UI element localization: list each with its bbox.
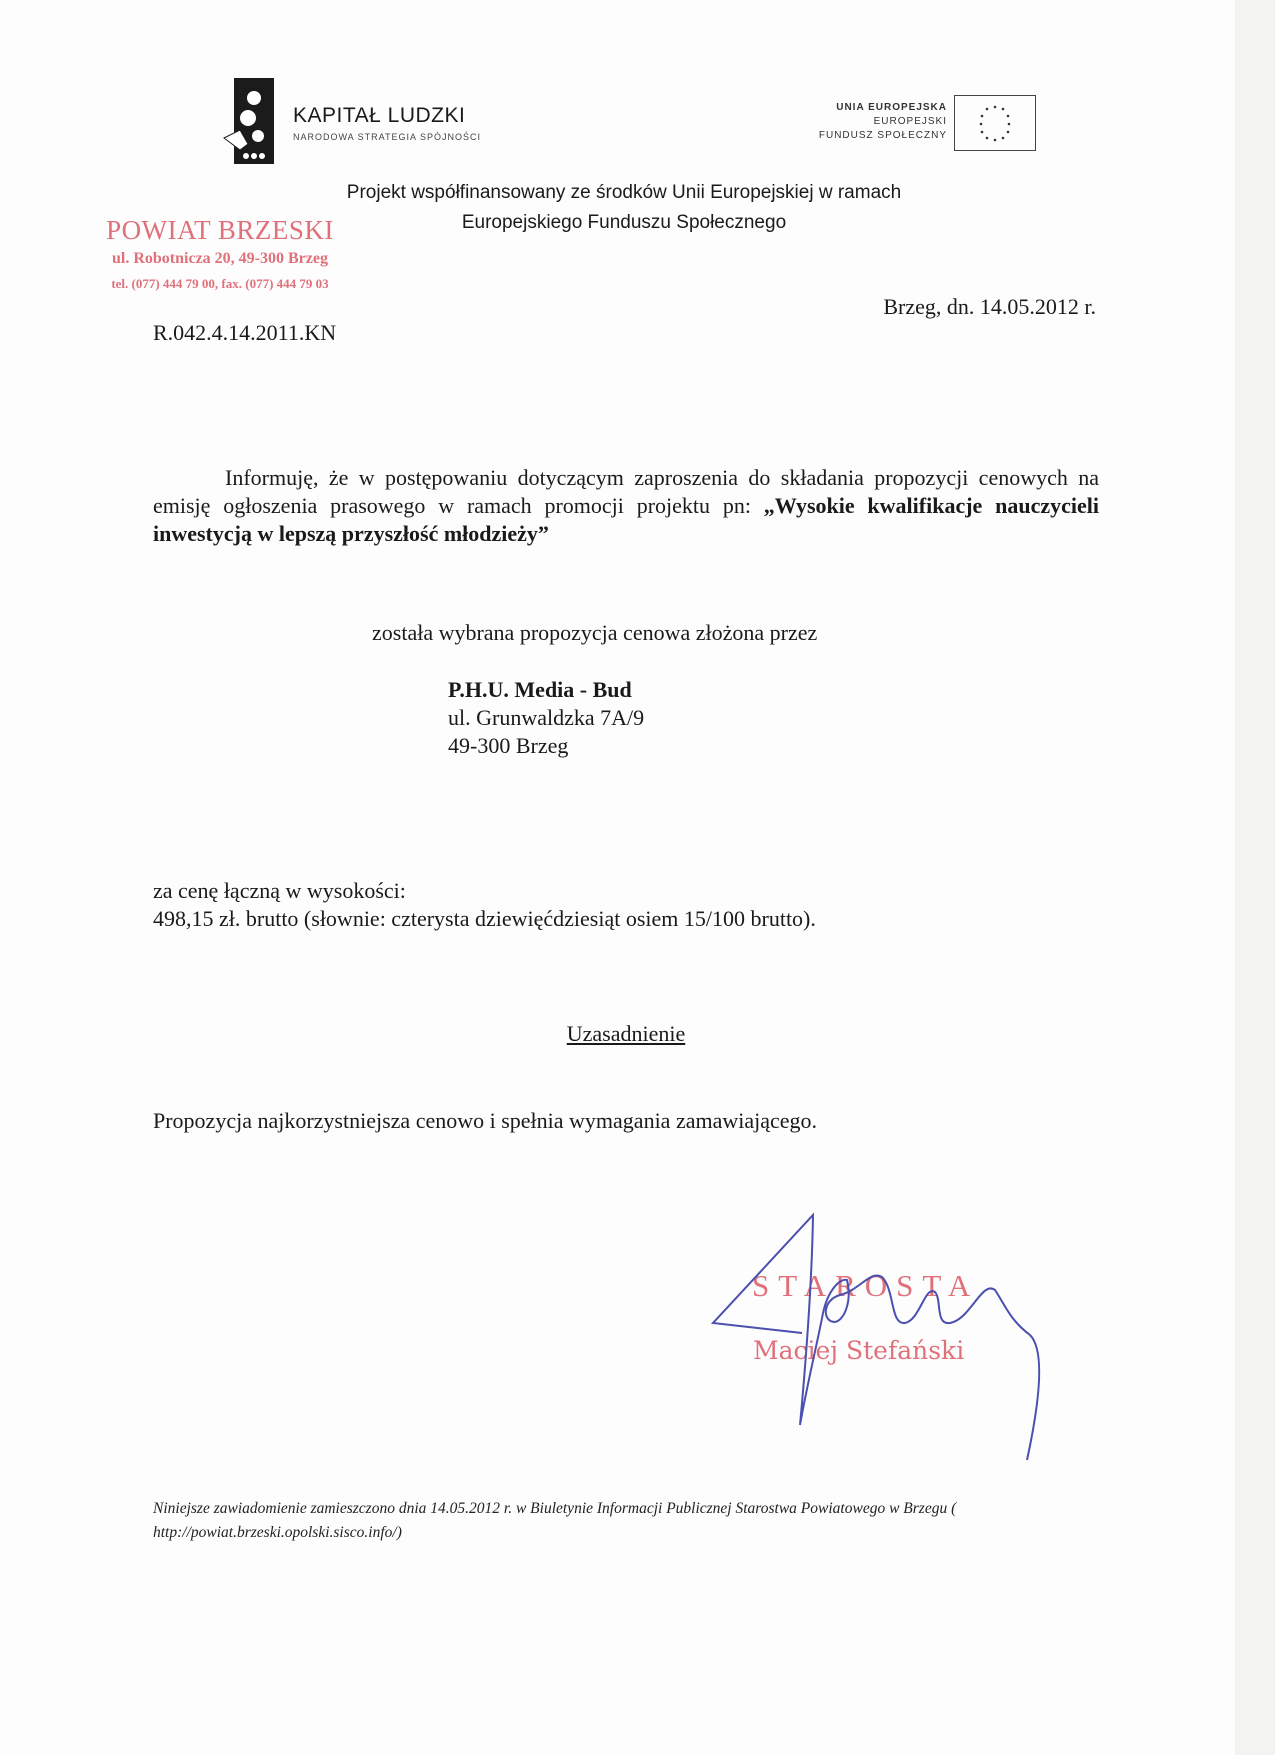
intro-text: Informuję, że w postępowaniu dotyczącym zaproszenia do składania propozycji cenowych na emisję ogłoszenia prasowego w ramach promocji projektu pn: xyxy=(153,465,1099,518)
justification-heading: Uzasadnienie xyxy=(566,1021,686,1046)
kapital-ludzki-title: KAPITAŁ LUDZKI xyxy=(293,104,466,127)
project-name: „Wysokie kwalifikacje nauczycieli inwestycją w lepszą przyszłość młodzieży” xyxy=(153,493,1099,546)
eu-line2: EUROPEJSKI xyxy=(873,116,947,127)
stamp-address: ul. Robotnicza 20, 49-300 Brzeg xyxy=(112,250,328,267)
project-line1: Projekt współfinansowany ze środków Unii Europejskiej w ramach xyxy=(346,182,902,203)
price-value: 498,15 zł. brutto (słownie: czterysta dziewięćdziesiąt osiem 15/100 brutto). xyxy=(153,906,816,931)
selected-offer-text: została wybrana propozycja cenowa złożona przez xyxy=(372,620,818,645)
company-city: 49-300 Brzeg xyxy=(448,733,569,758)
eu-line1: UNIA EUROPEJSKA xyxy=(836,102,947,113)
document-date: Brzeg, dn. 14.05.2012 r. xyxy=(883,294,1096,319)
kapital-ludzki-subtitle: NARODOWA STRATEGIA SPÓJNOŚCI xyxy=(293,132,482,142)
stamp-phone: tel. (077) 444 79 00, fax. (077) 444 79 03 xyxy=(111,276,329,291)
company-name: P.H.U. Media - Bud xyxy=(448,677,632,702)
company-street: ul. Grunwaldzka 7A/9 xyxy=(448,705,645,730)
project-line2: Europejskiego Funduszu Społecznego xyxy=(461,212,787,233)
footer-note: Niniejsze zawiadomienie zamieszczono dnia 14.05.2012 r. w Biuletynie Informacji Publicznej Starostwa Powiatowego w Brzegu ( http://powiat.brzeski.opolski.sisco.info/) xyxy=(153,1500,957,1541)
reference-number: R.042.4.14.2011.KN xyxy=(153,320,337,345)
eu-line3: FUNDUSZ SPOŁECZNY xyxy=(818,130,947,141)
starosta-stamp-name: Maciej Stefański xyxy=(753,1336,965,1365)
starosta-stamp-title: STAROSTA xyxy=(752,1268,980,1303)
price-label: za cenę łączną w wysokości: xyxy=(153,878,406,903)
justification-text: Propozycja najkorzystniejsza cenowo i spełnia wymagania zamawiającego. xyxy=(153,1108,818,1133)
stamp-name: POWIAT BRZESKI xyxy=(106,215,334,245)
